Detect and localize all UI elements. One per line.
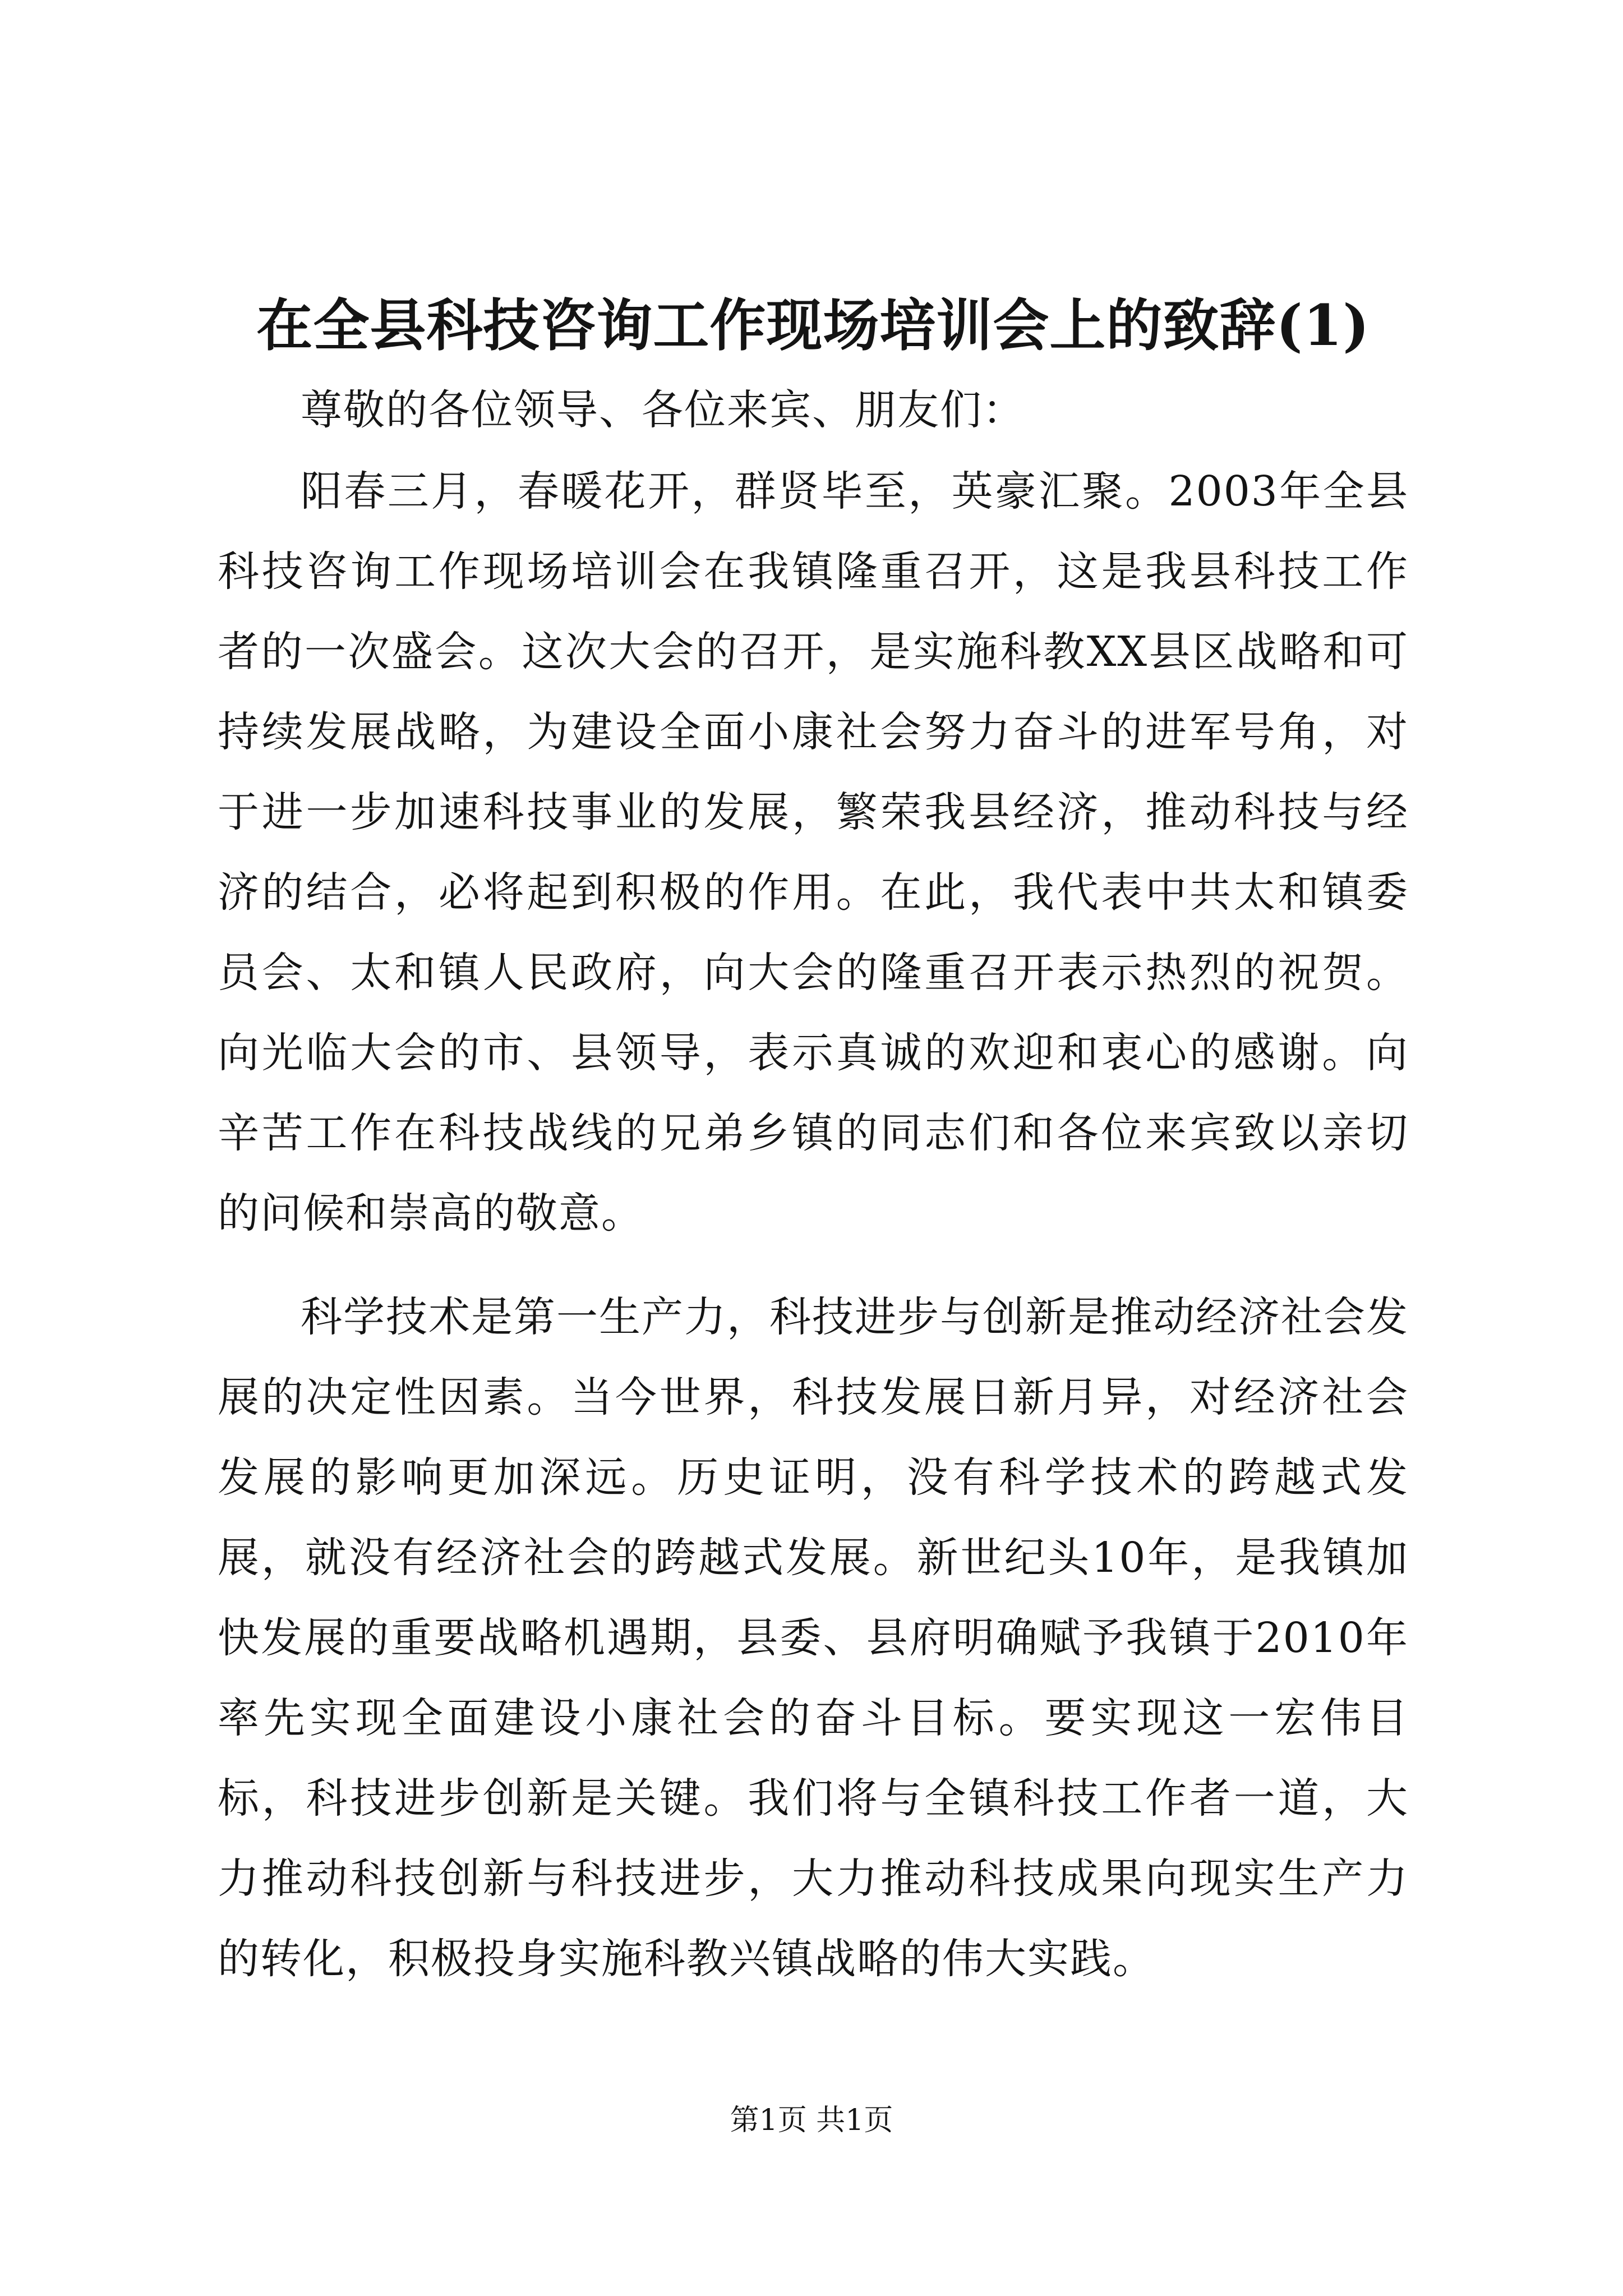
paragraph-opening: 阳春三月，春暖花开，群贤毕至，英豪汇聚。2003年全县科技咨询工作现场培训会在我镇隆重召开，这是我县科技工作者的一次盛会。这次大会的召开，是实施科教XX县区战略和可持续发展战略，为建设全面小康社会努力奋斗的进军号角，对于进一步加速科技事业的发展，繁荣我县经济，推动科技与经济的结合，必将起到积极的作用。在此，我代表中共太和镇委员会、太和镇人民政府，向大会的隆重召开表示热烈的祝贺。向光临大会的市、县领导，表示真诚的欢迎和衷心的感谢。向辛苦工作在科技战线的兄弟乡镇的同志们和各位来宾致以亲切的问候和崇高的敬意。 bbox=[218, 467, 1409, 1237]
document-title: 在全县科技咨询工作现场培训会上的致辞(1) bbox=[256, 292, 1370, 358]
paragraph-science: 科学技术是第一生产力，科技进步与创新是推动经济社会发展的决定性因素。当今世界，科技发展日新月异，对经济社会发展的影响更加深远。历史证明，没有科学技术的跨越式发展，就没有经济社会的跨越式发展。新世纪头10年，是我镇加快发展的重要战略机遇期，县委、县府明确赋予我镇于2010年率先实现全面建设小康社会的奋斗目标。要实现这一宏伟目标，科技进步创新是关键。我们将与全镇科技工作者一道，大力推动科技创新与科技进步，大力推动科技成果向现实生产力的转化，积极投身实施科教兴镇战略的伟大实践。 bbox=[218, 1293, 1409, 1983]
greeting-line: 尊敬的各位领导、各位来宾、朋友们： bbox=[301, 386, 1025, 434]
document-body bbox=[218, 370, 1409, 1999]
page-footer: 第1页 共1页 bbox=[730, 2104, 893, 2137]
